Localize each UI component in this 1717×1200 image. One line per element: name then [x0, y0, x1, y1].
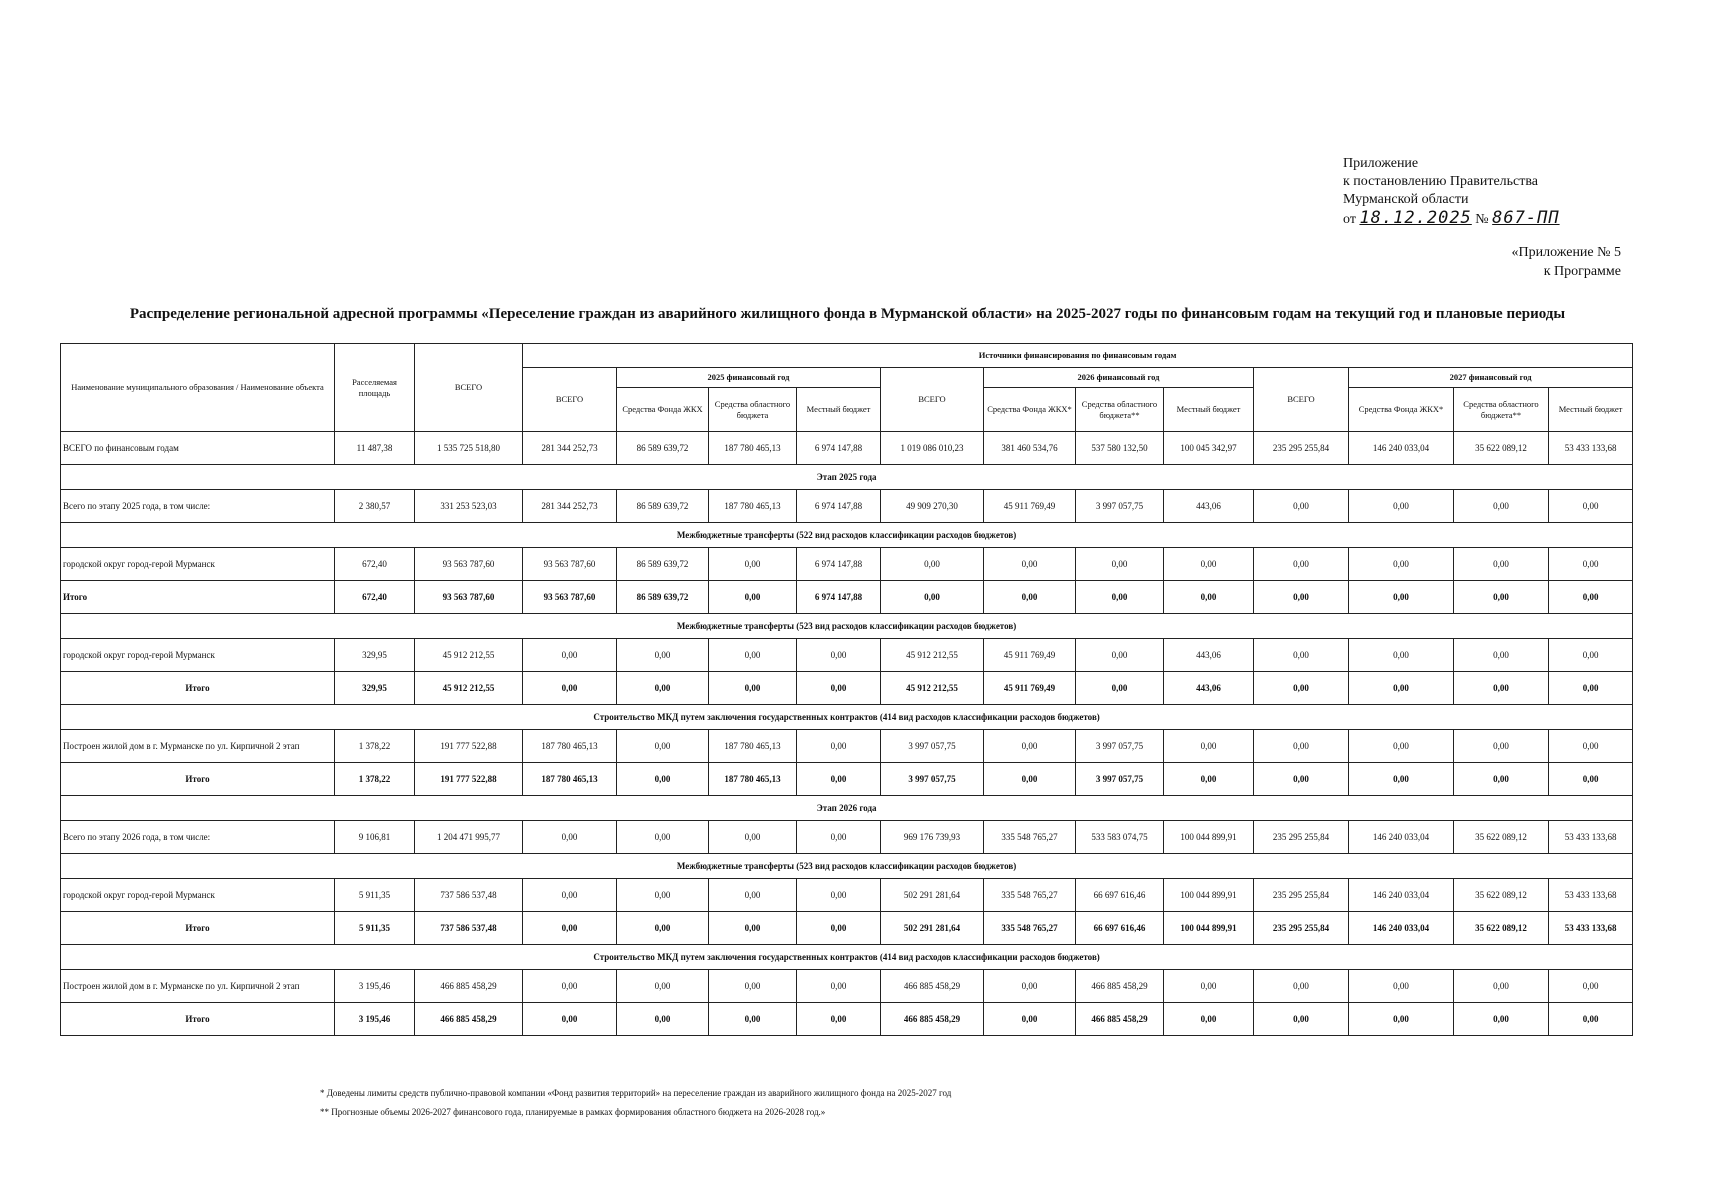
appendix-line-1: Приложение — [1343, 156, 1419, 171]
value-cell: 0,00 — [984, 1003, 1076, 1036]
value-cell: 53 433 133,68 — [1549, 879, 1633, 912]
value-cell: 187 780 465,13 — [523, 763, 617, 796]
value-cell: 1 204 471 995,77 — [415, 821, 523, 854]
value-cell: 191 777 522,88 — [415, 730, 523, 763]
row-name-cell: Итого — [61, 581, 335, 614]
value-cell: 235 295 255,84 — [1254, 432, 1349, 465]
value-cell: 0,00 — [1076, 581, 1164, 614]
value-cell: 0,00 — [1349, 763, 1454, 796]
value-cell: 533 583 074,75 — [1076, 821, 1164, 854]
value-cell: 3 997 057,75 — [1076, 763, 1164, 796]
appendix5-block — [1512, 243, 1622, 281]
value-cell: 0,00 — [1349, 490, 1454, 523]
value-cell: 45 911 769,49 — [984, 672, 1076, 705]
appendix-block — [1343, 155, 1560, 229]
value-cell: 5 911,35 — [335, 879, 415, 912]
value-cell: 0,00 — [797, 912, 881, 945]
table-row — [61, 490, 1633, 523]
value-cell: 502 291 281,64 — [881, 879, 984, 912]
row-name-cell: Итого — [61, 1003, 335, 1036]
value-cell: 93 563 787,60 — [523, 581, 617, 614]
value-cell: 443,06 — [1164, 639, 1254, 672]
value-cell: 335 548 765,27 — [984, 912, 1076, 945]
value-cell: 3 195,46 — [335, 1003, 415, 1036]
value-cell: 0,00 — [1454, 672, 1549, 705]
value-cell: 0,00 — [1076, 672, 1164, 705]
table-row — [61, 821, 1633, 854]
section-label: Строительство МКД путем заключения государственных контрактов (414 вид расходов классификации расходов бюджетов) — [61, 945, 1633, 970]
value-cell: 0,00 — [709, 970, 797, 1003]
header-2027-regional: Средства областного бюджета** — [1454, 388, 1549, 432]
value-cell: 0,00 — [709, 672, 797, 705]
value-cell: 0,00 — [1549, 639, 1633, 672]
section-row — [61, 523, 1633, 548]
header-2026-local: Местный бюджет — [1164, 388, 1254, 432]
value-cell: 0,00 — [617, 730, 709, 763]
value-cell: 0,00 — [709, 639, 797, 672]
value-cell: 0,00 — [1254, 730, 1349, 763]
value-cell: 466 885 458,29 — [415, 970, 523, 1003]
value-cell: 0,00 — [709, 548, 797, 581]
value-cell: 93 563 787,60 — [415, 548, 523, 581]
value-cell: 0,00 — [1254, 548, 1349, 581]
value-cell: 35 622 089,12 — [1454, 912, 1549, 945]
value-cell: 0,00 — [1349, 730, 1454, 763]
value-cell: 45 912 212,55 — [881, 672, 984, 705]
value-cell: 0,00 — [797, 639, 881, 672]
value-cell: 0,00 — [1254, 639, 1349, 672]
value-cell: 3 195,46 — [335, 970, 415, 1003]
value-cell: 2 380,57 — [335, 490, 415, 523]
value-cell: 0,00 — [797, 1003, 881, 1036]
table-row — [61, 1003, 1633, 1036]
value-cell: 0,00 — [984, 548, 1076, 581]
value-cell: 235 295 255,84 — [1254, 821, 1349, 854]
section-label: Межбюджетные трансферты (523 вид расходов классификации расходов бюджетов) — [61, 854, 1633, 879]
section-row — [61, 945, 1633, 970]
value-cell: 0,00 — [617, 912, 709, 945]
decree-number: 867-ПП — [1492, 208, 1560, 228]
value-cell: 146 240 033,04 — [1349, 879, 1454, 912]
header-2025-fund: Средства Фонда ЖКХ — [617, 388, 709, 432]
value-cell: 0,00 — [1349, 1003, 1454, 1036]
value-cell: 0,00 — [523, 672, 617, 705]
value-cell: 0,00 — [1349, 672, 1454, 705]
value-cell: 9 106,81 — [335, 821, 415, 854]
document-title: Распределение региональной адресной программы «Переселение граждан из аварийного жилищного фонда в Мурманской области» на 2025-2027 годы по финансовым годам на текущий год и плановые периоды — [129, 306, 1566, 322]
value-cell: 53 433 133,68 — [1549, 821, 1633, 854]
value-cell: 0,00 — [1549, 672, 1633, 705]
header-name: Наименование муниципального образования / Наименование объекта — [61, 344, 335, 432]
value-cell: 281 344 252,73 — [523, 490, 617, 523]
value-cell: 0,00 — [617, 639, 709, 672]
value-cell: 0,00 — [1549, 581, 1633, 614]
section-row — [61, 796, 1633, 821]
value-cell: 3 997 057,75 — [881, 763, 984, 796]
appendix5-line-1: «Приложение № 5 — [1511, 245, 1621, 260]
value-cell: 45 912 212,55 — [415, 639, 523, 672]
value-cell: 0,00 — [1454, 548, 1549, 581]
value-cell: 0,00 — [984, 970, 1076, 1003]
value-cell: 737 586 537,48 — [415, 879, 523, 912]
value-cell: 466 885 458,29 — [415, 1003, 523, 1036]
header-2025-total: ВСЕГО — [523, 368, 617, 432]
header-2026-total: ВСЕГО — [881, 368, 984, 432]
value-cell: 187 780 465,13 — [523, 730, 617, 763]
value-cell: 0,00 — [1254, 581, 1349, 614]
value-cell: 86 589 639,72 — [617, 432, 709, 465]
value-cell: 0,00 — [1164, 581, 1254, 614]
value-cell: 6 974 147,88 — [797, 490, 881, 523]
value-cell: 0,00 — [1164, 1003, 1254, 1036]
row-name-cell: Всего по этапу 2025 года, в том числе: — [61, 490, 335, 523]
table-row — [61, 639, 1633, 672]
header-2026-fund: Средства Фонда ЖКХ* — [984, 388, 1076, 432]
value-cell: 466 885 458,29 — [881, 1003, 984, 1036]
section-label: Межбюджетные трансферты (522 вид расходов классификации расходов бюджетов) — [61, 523, 1633, 548]
value-cell: 0,00 — [881, 581, 984, 614]
value-cell: 0,00 — [1254, 490, 1349, 523]
section-label: Этап 2026 года — [61, 796, 1633, 821]
value-cell: 0,00 — [1549, 490, 1633, 523]
value-cell: 672,40 — [335, 581, 415, 614]
value-cell: 45 912 212,55 — [881, 639, 984, 672]
value-cell: 0,00 — [797, 821, 881, 854]
value-cell: 0,00 — [617, 821, 709, 854]
header-area: Расселяемая площадь — [335, 344, 415, 432]
value-cell: 0,00 — [1254, 763, 1349, 796]
table-row — [61, 763, 1633, 796]
header-2027-total: ВСЕГО — [1254, 368, 1349, 432]
row-name-cell: Всего по этапу 2026 года, в том числе: — [61, 821, 335, 854]
value-cell: 35 622 089,12 — [1454, 879, 1549, 912]
value-cell: 100 044 899,91 — [1164, 879, 1254, 912]
row-name-cell: Итого — [61, 672, 335, 705]
value-cell: 0,00 — [617, 1003, 709, 1036]
value-cell: 0,00 — [709, 879, 797, 912]
value-cell: 0,00 — [1549, 1003, 1633, 1036]
table-row — [61, 879, 1633, 912]
value-cell: 537 580 132,50 — [1076, 432, 1164, 465]
value-cell: 0,00 — [523, 1003, 617, 1036]
value-cell: 335 548 765,27 — [984, 821, 1076, 854]
section-row — [61, 854, 1633, 879]
value-cell: 235 295 255,84 — [1254, 912, 1349, 945]
value-cell: 100 044 899,91 — [1164, 821, 1254, 854]
section-label: Строительство МКД путем заключения государственных контрактов (414 вид расходов классификации расходов бюджетов) — [61, 705, 1633, 730]
value-cell: 0,00 — [797, 672, 881, 705]
value-cell: 0,00 — [1454, 1003, 1549, 1036]
value-cell: 737 586 537,48 — [415, 912, 523, 945]
value-cell: 191 777 522,88 — [415, 763, 523, 796]
value-cell: 0,00 — [523, 912, 617, 945]
decree-date: 18.12.2025 — [1359, 208, 1472, 228]
value-cell: 0,00 — [984, 730, 1076, 763]
value-cell: 0,00 — [1454, 730, 1549, 763]
value-cell: 146 240 033,04 — [1349, 912, 1454, 945]
table-header — [61, 344, 1633, 432]
value-cell: 0,00 — [523, 821, 617, 854]
value-cell: 45 912 212,55 — [415, 672, 523, 705]
header-2025-regional: Средства областного бюджета — [709, 388, 797, 432]
value-cell: 35 622 089,12 — [1454, 432, 1549, 465]
value-cell: 0,00 — [617, 970, 709, 1003]
table-row — [61, 730, 1633, 763]
value-cell: 0,00 — [797, 879, 881, 912]
value-cell: 0,00 — [523, 970, 617, 1003]
row-name-cell: Построен жилой дом в г. Мурманске по ул. Кирпичной 2 этап — [61, 730, 335, 763]
value-cell: 331 253 523,03 — [415, 490, 523, 523]
value-cell: 0,00 — [881, 548, 984, 581]
value-cell: 0,00 — [1349, 548, 1454, 581]
value-cell: 5 911,35 — [335, 912, 415, 945]
value-cell: 0,00 — [1454, 490, 1549, 523]
value-cell: 86 589 639,72 — [617, 581, 709, 614]
footnote-1: * Доведены лимиты средств публично-правовой компании «Фонд развития территорий» на переселение граждан из аварийного жилищного фонда на 2025-2027 год — [320, 1088, 952, 1098]
value-cell: 53 433 133,68 — [1549, 432, 1633, 465]
section-label: Этап 2025 года — [61, 465, 1633, 490]
header-total: ВСЕГО — [415, 344, 523, 432]
header-2027-fund: Средства Фонда ЖКХ* — [1349, 388, 1454, 432]
value-cell: 100 045 342,97 — [1164, 432, 1254, 465]
value-cell: 0,00 — [1454, 639, 1549, 672]
value-cell: 0,00 — [1076, 639, 1164, 672]
value-cell: 329,95 — [335, 672, 415, 705]
value-cell: 466 885 458,29 — [881, 970, 984, 1003]
appendix-line-2: к постановлению Правительства — [1343, 174, 1539, 189]
row-name-cell: городской округ город-герой Мурманск — [61, 879, 335, 912]
date-prefix: от — [1343, 212, 1356, 227]
appendix5-line-2: к Программе — [1543, 264, 1621, 279]
value-cell: 0,00 — [984, 763, 1076, 796]
row-name-cell: Итого — [61, 763, 335, 796]
value-cell: 0,00 — [709, 581, 797, 614]
value-cell: 3 997 057,75 — [1076, 490, 1164, 523]
value-cell: 502 291 281,64 — [881, 912, 984, 945]
value-cell: 0,00 — [1164, 548, 1254, 581]
header-sources: Источники финансирования по финансовым годам — [523, 344, 1633, 368]
value-cell: 6 974 147,88 — [797, 432, 881, 465]
table-row — [61, 432, 1633, 465]
section-row — [61, 705, 1633, 730]
value-cell: 66 697 616,46 — [1076, 879, 1164, 912]
number-prefix: № — [1475, 212, 1489, 227]
value-cell: 0,00 — [1164, 730, 1254, 763]
section-label: Межбюджетные трансферты (523 вид расходов классификации расходов бюджетов) — [61, 614, 1633, 639]
value-cell: 86 589 639,72 — [617, 548, 709, 581]
header-2026: 2026 финансовый год — [984, 368, 1254, 388]
value-cell: 49 909 270,30 — [881, 490, 984, 523]
value-cell: 672,40 — [335, 548, 415, 581]
value-cell: 0,00 — [1549, 548, 1633, 581]
value-cell: 1 019 086 010,23 — [881, 432, 984, 465]
value-cell: 3 997 057,75 — [881, 730, 984, 763]
value-cell: 1 378,22 — [335, 730, 415, 763]
value-cell: 45 911 769,49 — [984, 639, 1076, 672]
value-cell: 0,00 — [709, 912, 797, 945]
value-cell: 0,00 — [984, 581, 1076, 614]
table-row — [61, 548, 1633, 581]
value-cell: 443,06 — [1164, 490, 1254, 523]
value-cell: 0,00 — [709, 821, 797, 854]
table-row — [61, 912, 1633, 945]
value-cell: 329,95 — [335, 639, 415, 672]
value-cell: 0,00 — [1254, 672, 1349, 705]
row-name-cell: ВСЕГО по финансовым годам — [61, 432, 335, 465]
value-cell: 0,00 — [1164, 763, 1254, 796]
value-cell: 1 378,22 — [335, 763, 415, 796]
value-cell: 0,00 — [523, 639, 617, 672]
value-cell: 0,00 — [1454, 581, 1549, 614]
value-cell: 100 044 899,91 — [1164, 912, 1254, 945]
row-name-cell: Итого — [61, 912, 335, 945]
value-cell: 0,00 — [1349, 581, 1454, 614]
value-cell: 11 487,38 — [335, 432, 415, 465]
value-cell: 0,00 — [1454, 970, 1549, 1003]
value-cell: 0,00 — [1349, 970, 1454, 1003]
value-cell: 187 780 465,13 — [709, 763, 797, 796]
value-cell: 443,06 — [1164, 672, 1254, 705]
value-cell: 187 780 465,13 — [709, 490, 797, 523]
value-cell: 0,00 — [1549, 730, 1633, 763]
value-cell: 3 997 057,75 — [1076, 730, 1164, 763]
value-cell: 0,00 — [1549, 763, 1633, 796]
value-cell: 0,00 — [1349, 639, 1454, 672]
value-cell: 0,00 — [797, 763, 881, 796]
value-cell: 381 460 534,76 — [984, 432, 1076, 465]
table-row — [61, 672, 1633, 705]
value-cell: 466 885 458,29 — [1076, 1003, 1164, 1036]
value-cell: 93 563 787,60 — [415, 581, 523, 614]
value-cell: 6 974 147,88 — [797, 581, 881, 614]
value-cell: 0,00 — [797, 730, 881, 763]
value-cell: 0,00 — [617, 672, 709, 705]
appendix-line-3: Мурманской области — [1343, 192, 1469, 207]
value-cell: 0,00 — [523, 879, 617, 912]
header-2026-regional: Средства областного бюджета** — [1076, 388, 1164, 432]
value-cell: 187 780 465,13 — [709, 432, 797, 465]
value-cell: 281 344 252,73 — [523, 432, 617, 465]
value-cell: 0,00 — [1254, 1003, 1349, 1036]
value-cell: 6 974 147,88 — [797, 548, 881, 581]
value-cell: 146 240 033,04 — [1349, 432, 1454, 465]
value-cell: 0,00 — [1549, 970, 1633, 1003]
header-2025-local: Местный бюджет — [797, 388, 881, 432]
section-row — [61, 614, 1633, 639]
value-cell: 187 780 465,13 — [709, 730, 797, 763]
value-cell: 86 589 639,72 — [617, 490, 709, 523]
row-name-cell: городской округ город-герой Мурманск — [61, 548, 335, 581]
financing-table — [60, 343, 1633, 1036]
value-cell: 0,00 — [1164, 970, 1254, 1003]
table-row — [61, 970, 1633, 1003]
value-cell: 235 295 255,84 — [1254, 879, 1349, 912]
value-cell: 466 885 458,29 — [1076, 970, 1164, 1003]
row-name-cell: Построен жилой дом в г. Мурманске по ул. Кирпичной 2 этап — [61, 970, 335, 1003]
section-row — [61, 465, 1633, 490]
value-cell: 0,00 — [709, 1003, 797, 1036]
footnote-2: ** Прогнозные объемы 2026-2027 финансового года, планируемые в рамках формирования областного бюджета на 2026-2028 год.» — [320, 1107, 826, 1117]
value-cell: 0,00 — [1254, 970, 1349, 1003]
header-2027-local: Местный бюджет — [1549, 388, 1633, 432]
value-cell: 53 433 133,68 — [1549, 912, 1633, 945]
value-cell: 969 176 739,93 — [881, 821, 984, 854]
decree-date-line — [1343, 209, 1560, 229]
value-cell: 35 622 089,12 — [1454, 821, 1549, 854]
value-cell: 1 535 725 518,80 — [415, 432, 523, 465]
value-cell: 66 697 616,46 — [1076, 912, 1164, 945]
value-cell: 146 240 033,04 — [1349, 821, 1454, 854]
value-cell: 0,00 — [617, 879, 709, 912]
table-body — [61, 432, 1633, 1036]
value-cell: 45 911 769,49 — [984, 490, 1076, 523]
row-name-cell: городской округ город-герой Мурманск — [61, 639, 335, 672]
header-2027: 2027 финансовый год — [1349, 368, 1633, 388]
value-cell: 0,00 — [617, 763, 709, 796]
table-row — [61, 581, 1633, 614]
value-cell: 335 548 765,27 — [984, 879, 1076, 912]
value-cell: 0,00 — [797, 970, 881, 1003]
value-cell: 0,00 — [1454, 763, 1549, 796]
header-2025: 2025 финансовый год — [617, 368, 881, 388]
value-cell: 93 563 787,60 — [523, 548, 617, 581]
value-cell: 0,00 — [1076, 548, 1164, 581]
